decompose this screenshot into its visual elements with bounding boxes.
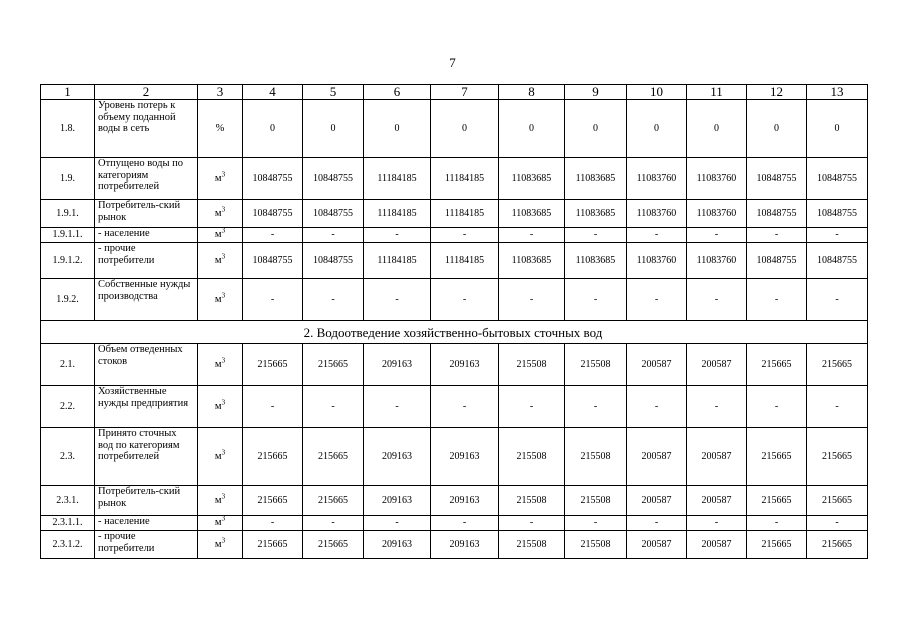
value-cell: 200587 [627, 486, 687, 516]
value-cell: - [687, 516, 747, 531]
unit-text: м [214, 517, 222, 529]
table-row [41, 386, 868, 428]
row-name: Объем отведенных стоков [95, 344, 198, 386]
value-cell: - [747, 228, 807, 243]
value-cell: 200587 [687, 486, 747, 516]
value-cell: - [303, 516, 364, 531]
value-cell: 215665 [303, 531, 364, 559]
unit-superscript: 3 [221, 252, 226, 261]
unit-superscript: 3 [221, 356, 226, 365]
value-cell: 10848755 [807, 158, 868, 200]
row-name: - прочие потребители [95, 531, 198, 559]
table-row [41, 200, 868, 228]
value-cell: - [807, 386, 868, 428]
row-code: 1.9.1. [41, 200, 95, 228]
row-code: 2.3.1. [41, 486, 95, 516]
value-cell: 0 [807, 100, 868, 158]
value-cell: 11083685 [499, 158, 565, 200]
value-cell: 215665 [303, 486, 364, 516]
value-cell: 11083685 [499, 243, 565, 279]
row-unit [198, 243, 243, 279]
value-cell: - [303, 386, 364, 428]
row-name: Собственные нужды производства [95, 279, 198, 321]
value-cell: - [687, 386, 747, 428]
row-code: 2.1. [41, 344, 95, 386]
row-code: 2.3. [41, 428, 95, 486]
value-cell: 215665 [807, 428, 868, 486]
table-row [41, 486, 868, 516]
value-cell: 11184185 [364, 200, 431, 228]
table-row [41, 531, 868, 559]
table-body [41, 85, 868, 559]
value-cell: 215508 [499, 486, 565, 516]
value-cell: 215665 [243, 531, 303, 559]
value-cell: - [243, 516, 303, 531]
value-cell: 11083760 [687, 158, 747, 200]
header-cell: 9 [565, 85, 627, 100]
unit-text: % [215, 122, 225, 134]
value-cell: - [565, 228, 627, 243]
value-cell: 215665 [747, 531, 807, 559]
value-cell: 215665 [807, 344, 868, 386]
value-cell: 10848755 [303, 158, 364, 200]
table-row [41, 516, 868, 531]
value-cell: 0 [499, 100, 565, 158]
value-cell: 11184185 [364, 243, 431, 279]
value-cell: 0 [431, 100, 499, 158]
value-cell: 215508 [565, 486, 627, 516]
row-name: Отпущено воды по категориям потребителей [95, 158, 198, 200]
row-unit [198, 531, 243, 559]
row-code: 1.9.1.1. [41, 228, 95, 243]
value-cell: 200587 [627, 428, 687, 486]
value-cell: - [747, 516, 807, 531]
value-cell: - [431, 228, 499, 243]
unit-superscript: 3 [221, 515, 226, 523]
header-cell: 8 [499, 85, 565, 100]
value-cell: - [364, 516, 431, 531]
row-name: Принято сточных вод по категориям потребителей [95, 428, 198, 486]
value-cell: - [627, 516, 687, 531]
value-cell: 11083685 [499, 200, 565, 228]
table-row [41, 158, 868, 200]
table-row [41, 100, 868, 158]
value-cell: - [499, 516, 565, 531]
unit-text: м [214, 254, 222, 266]
value-cell: - [243, 279, 303, 321]
unit-text: м [214, 494, 222, 506]
value-cell: 215665 [747, 428, 807, 486]
value-cell: - [687, 228, 747, 243]
value-cell: 0 [364, 100, 431, 158]
unit-text: м [214, 358, 222, 370]
value-cell: 11184185 [431, 243, 499, 279]
table-row [41, 243, 868, 279]
data-table [40, 84, 868, 559]
value-cell: 0 [627, 100, 687, 158]
value-cell: - [807, 279, 868, 321]
value-cell: 215665 [747, 344, 807, 386]
row-name: - население [95, 228, 198, 243]
value-cell: 215508 [565, 428, 627, 486]
row-name: Уровень потерь к объему поданной воды в сеть [95, 100, 198, 158]
row-unit [198, 516, 243, 531]
value-cell: 209163 [431, 428, 499, 486]
unit-text: м [214, 293, 222, 305]
row-code: 2.3.1.1. [41, 516, 95, 531]
value-cell: 11083685 [565, 200, 627, 228]
value-cell: - [747, 279, 807, 321]
unit-text: м [214, 538, 222, 550]
value-cell: 11083760 [627, 158, 687, 200]
table-row [41, 344, 868, 386]
value-cell: - [243, 228, 303, 243]
row-code: 1.9.1.2. [41, 243, 95, 279]
section-title: 2. Водоотведение хозяйственно-бытовых сточных вод [41, 321, 868, 344]
table-row [41, 279, 868, 321]
value-cell: 215508 [565, 531, 627, 559]
table-header-row [41, 85, 868, 100]
value-cell: 215665 [747, 486, 807, 516]
value-cell: 215665 [807, 531, 868, 559]
value-cell: 11184185 [364, 158, 431, 200]
row-unit [198, 428, 243, 486]
table-row [41, 428, 868, 486]
unit-superscript: 3 [221, 227, 226, 235]
value-cell: - [627, 279, 687, 321]
value-cell: 215508 [499, 531, 565, 559]
value-cell: - [243, 386, 303, 428]
row-unit [198, 386, 243, 428]
value-cell: - [499, 386, 565, 428]
value-cell: - [431, 386, 499, 428]
value-cell: 10848755 [243, 243, 303, 279]
value-cell: 10848755 [243, 158, 303, 200]
row-unit [198, 100, 243, 158]
value-cell: 209163 [364, 531, 431, 559]
unit-superscript: 3 [221, 492, 226, 501]
value-cell: 10848755 [807, 200, 868, 228]
row-unit [198, 279, 243, 321]
value-cell: - [565, 516, 627, 531]
value-cell: - [364, 386, 431, 428]
value-cell: 215665 [303, 344, 364, 386]
value-cell: - [364, 279, 431, 321]
value-cell: 11083685 [565, 243, 627, 279]
value-cell: 10848755 [747, 158, 807, 200]
value-cell: 11184185 [431, 158, 499, 200]
value-cell: 215508 [499, 344, 565, 386]
value-cell: - [565, 386, 627, 428]
value-cell: - [431, 516, 499, 531]
unit-text: м [214, 450, 222, 462]
value-cell: 200587 [627, 531, 687, 559]
unit-superscript: 3 [221, 170, 226, 179]
value-cell: 0 [565, 100, 627, 158]
value-cell: 10848755 [747, 243, 807, 279]
row-unit [198, 158, 243, 200]
row-unit [198, 344, 243, 386]
unit-superscript: 3 [221, 291, 226, 300]
value-cell: - [565, 279, 627, 321]
value-cell: - [303, 279, 364, 321]
value-cell: - [747, 386, 807, 428]
header-cell: 11 [687, 85, 747, 100]
table-row [41, 228, 868, 243]
value-cell: 11184185 [431, 200, 499, 228]
value-cell: 0 [747, 100, 807, 158]
value-cell: 0 [243, 100, 303, 158]
header-cell: 5 [303, 85, 364, 100]
value-cell: 209163 [364, 344, 431, 386]
header-cell: 7 [431, 85, 499, 100]
value-cell: 215508 [565, 344, 627, 386]
value-cell: 200587 [687, 344, 747, 386]
header-cell: 6 [364, 85, 431, 100]
header-cell: 13 [807, 85, 868, 100]
header-cell: 3 [198, 85, 243, 100]
unit-text: м [214, 172, 222, 184]
value-cell: 11083760 [687, 243, 747, 279]
value-cell: 10848755 [243, 200, 303, 228]
value-cell: 209163 [364, 486, 431, 516]
unit-text: м [214, 207, 222, 219]
value-cell: 11083685 [565, 158, 627, 200]
value-cell: 200587 [687, 531, 747, 559]
value-cell: - [687, 279, 747, 321]
unit-superscript: 3 [221, 448, 226, 457]
row-name: Хозяйственные нужды предприятия [95, 386, 198, 428]
row-unit [198, 200, 243, 228]
value-cell: 200587 [627, 344, 687, 386]
row-name: Потребитель-ский рынок [95, 486, 198, 516]
value-cell: 209163 [364, 428, 431, 486]
value-cell: - [627, 228, 687, 243]
row-code: 2.3.1.2. [41, 531, 95, 559]
value-cell: 209163 [431, 486, 499, 516]
value-cell: - [499, 279, 565, 321]
value-cell: 10848755 [303, 243, 364, 279]
page-number: 7 [449, 55, 456, 70]
unit-superscript: 3 [221, 536, 226, 545]
row-unit [198, 228, 243, 243]
value-cell: 10848755 [303, 200, 364, 228]
value-cell: 10848755 [807, 243, 868, 279]
header-cell: 10 [627, 85, 687, 100]
row-code: 2.2. [41, 386, 95, 428]
value-cell: 215665 [243, 428, 303, 486]
value-cell: 11083760 [627, 243, 687, 279]
value-cell: 209163 [431, 531, 499, 559]
value-cell: 215508 [499, 428, 565, 486]
value-cell: 200587 [687, 428, 747, 486]
header-cell: 12 [747, 85, 807, 100]
header-cell: 4 [243, 85, 303, 100]
value-cell: - [807, 228, 868, 243]
value-cell: 0 [687, 100, 747, 158]
section-row [41, 321, 868, 344]
unit-superscript: 3 [221, 398, 226, 407]
value-cell: - [807, 516, 868, 531]
value-cell: - [499, 228, 565, 243]
value-cell: 11083760 [687, 200, 747, 228]
unit-text: м [214, 229, 222, 241]
row-code: 1.8. [41, 100, 95, 158]
value-cell: - [364, 228, 431, 243]
value-cell: 209163 [431, 344, 499, 386]
unit-text: м [214, 400, 222, 412]
header-cell: 2 [95, 85, 198, 100]
value-cell: 215665 [243, 344, 303, 386]
value-cell: 215665 [243, 486, 303, 516]
unit-superscript: 3 [221, 205, 226, 214]
value-cell: 0 [303, 100, 364, 158]
row-name: Потребитель-ский рынок [95, 200, 198, 228]
value-cell: 11083760 [627, 200, 687, 228]
header-cell: 1 [41, 85, 95, 100]
value-cell: - [431, 279, 499, 321]
value-cell: 10848755 [747, 200, 807, 228]
row-name: - прочие потребители [95, 243, 198, 279]
value-cell: 215665 [303, 428, 364, 486]
row-code: 1.9.2. [41, 279, 95, 321]
row-name: - население [95, 516, 198, 531]
value-cell: 215665 [807, 486, 868, 516]
row-unit [198, 486, 243, 516]
value-cell: - [303, 228, 364, 243]
value-cell: - [627, 386, 687, 428]
row-code: 1.9. [41, 158, 95, 200]
